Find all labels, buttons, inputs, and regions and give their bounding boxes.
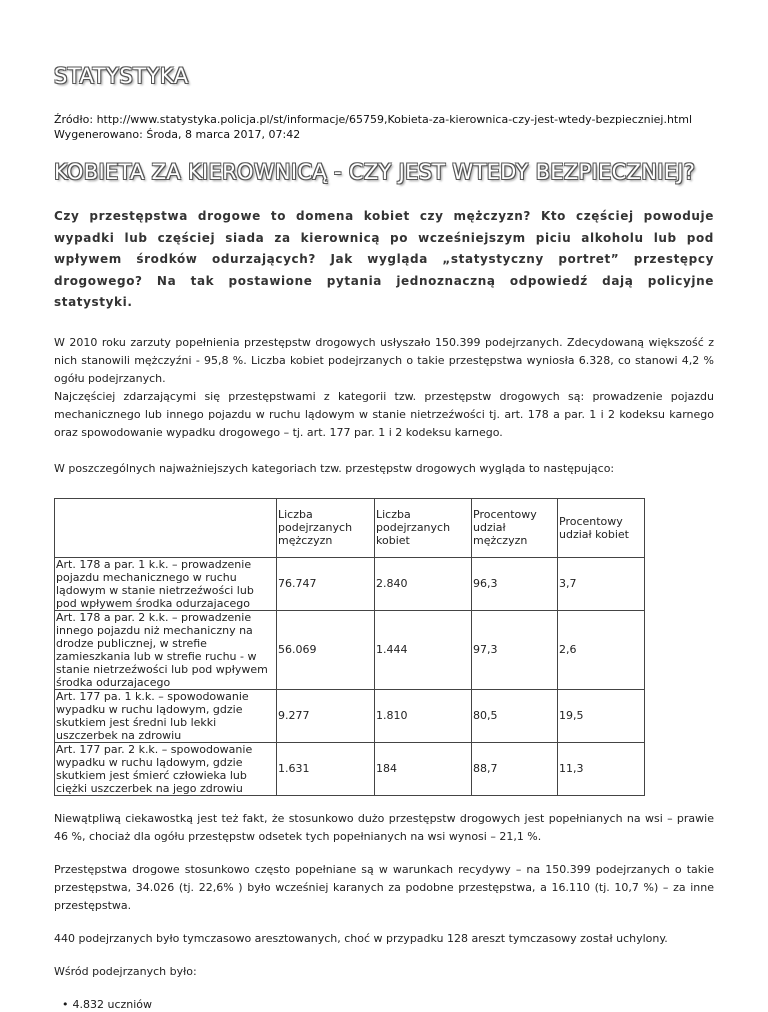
statistics-table (54, 498, 645, 796)
table-cell: 80,5 (472, 689, 558, 742)
paragraph-suspects-total: W 2010 roku zarzuty popełnienia przestępstw drogowych usłyszało 150.399 podejrzanych. Zdecydowaną większość z nich stanowili mężczyźni - 95,8 %. Liczba kobiet podejrzanych o takie przestępstwa wyniosła 6.328, co stanowi 4,2 % ogółu podejrzanych. (54, 335, 714, 385)
source-meta (54, 112, 714, 142)
table-cell: 1.631 (277, 742, 375, 795)
paragraph-table-intro: W poszczególnych najważniejszych kategoriach tzw. przestępstw drogowych wygląda to następująco: (54, 461, 615, 475)
table-cell: 2,6 (558, 610, 645, 689)
table-cell: 1.810 (375, 689, 472, 742)
table-cell: 9.277 (277, 689, 375, 742)
table-cell: Art. 177 par. 2 k.k. – spowodowanie wypadku w ruchu lądowym, gdzie skutkiem jest śmierć człowieka lub ciężki uszczerbek na jego zdrowiu (55, 742, 277, 795)
table-row (55, 742, 645, 795)
paragraph-among-suspects: Wśród podejrzanych było: (54, 964, 197, 978)
table-cell: 56.069 (277, 610, 375, 689)
list-item: • 4.832 uczniów (62, 997, 714, 1012)
table-cell: 97,3 (472, 610, 558, 689)
table-cell: 2.840 (375, 557, 472, 610)
table-cell: 3,7 (558, 557, 645, 610)
suspects-list (54, 997, 714, 1012)
table-cell: Art. 178 a par. 1 k.k. – prowadzenie pojazdu mechanicznego w ruchu lądowym w stanie nietrzeźwości lub pod wpływem środka odurzajacego (55, 557, 277, 610)
table-cell: 19,5 (558, 689, 645, 742)
table-header-cell (55, 498, 277, 557)
table-cell: Art. 177 pa. 1 k.k. – spowodowanie wypadku w ruchu lądowym, gdzie skutkiem jest średni lub lekki uszczerbek na zdrowiu (55, 689, 277, 742)
table-cell: 88,7 (472, 742, 558, 795)
article-lead: Czy przestępstwa drogowe to domena kobiet czy mężczyzn? Kto częściej powoduje wypadki lub częściej siada za kierownicą po wcześniejszym piciu alkoholu lub pod wpływem środków odurzających? Jak wygląda „statystyczny portret” przestępcy drogowego? Na tak postawione pytania jednoznaczną odpowiedź dają policyjne statystyki. (54, 209, 714, 309)
table-header-cell: Liczba podejrzanych kobiet (375, 498, 472, 557)
table-header-cell: Procentowy udział kobiet (558, 498, 645, 557)
table-header-row (55, 498, 645, 557)
table-cell: 1.444 (375, 610, 472, 689)
table-cell: 76.747 (277, 557, 375, 610)
table-row (55, 689, 645, 742)
table-header-cell: Liczba podejrzanych mężczyzn (277, 498, 375, 557)
source-line: Źródło: http://www.statystyka.policja.pl/st/informacje/65759,Kobieta-za-kierownica-czy-jest-wtedy-bezpieczniej.html (54, 113, 693, 126)
table-row (55, 557, 645, 610)
table-cell: 96,3 (472, 557, 558, 610)
table-header-cell: Procentowy udział mężczyzn (472, 498, 558, 557)
table-cell: 11,3 (558, 742, 645, 795)
paragraph-arrests: 440 podejrzanych było tymczasowo aresztowanych, choć w przypadku 128 areszt tymczasowy został uchylony. (54, 931, 668, 945)
table-cell: 184 (375, 742, 472, 795)
generated-line: Wygenerowano: Środa, 8 marca 2017, 07:42 (54, 128, 301, 141)
paragraph-common-offences: Najczęściej zdarzającymi się przestępstwami z kategorii tzw. przestępstw drogowych są: prowadzenie pojazdu mechanicznego lub innego pojazdu w ruchu lądowym w stanie nietrzeźwości tj. art. 178 a par. 1 i 2 kodeksu karnego oraz spowodowanie wypadku drogowego – tj. art. 177 par. 1 i 2 kodeksu karnego. (54, 389, 714, 439)
article-title: KOBIETA ZA KIEROWNICĄ - CZY JEST WTEDY BEZPIECZNIEJ? (54, 160, 696, 184)
paragraph-recidivism: Przestępstwa drogowe stosunkowo często popełniane są w warunkach recydywy – na 150.399 podejrzanych o takie przestępstwa, 34.026 (tj. 22,6% ) było wcześniej karanych za podobne przestępstwa, a 16.110 (tj. 10,7 %) – za inne przestępstwa. (54, 862, 714, 912)
table-cell: Art. 178 a par. 2 k.k. – prowadzenie innego pojazdu niż mechaniczny na drodze publicznej, w strefie zamieszkania lub w strefie ruchu - w stanie nietrzeźwości lub pod wpływem środka odurzajacego (55, 610, 277, 689)
paragraph-rural: Niewątpliwą ciekawostką jest też fakt, że stosunkowo dużo przestępstw drogowych jest popełnianych na wsi – prawie 46 %, chociaż dla ogółu przestępstw odsetek tych popełnianych na wsi wynosi – 21,1 %. (54, 811, 714, 843)
site-title: STATYSTYKA (54, 64, 189, 88)
table-row (55, 610, 645, 689)
